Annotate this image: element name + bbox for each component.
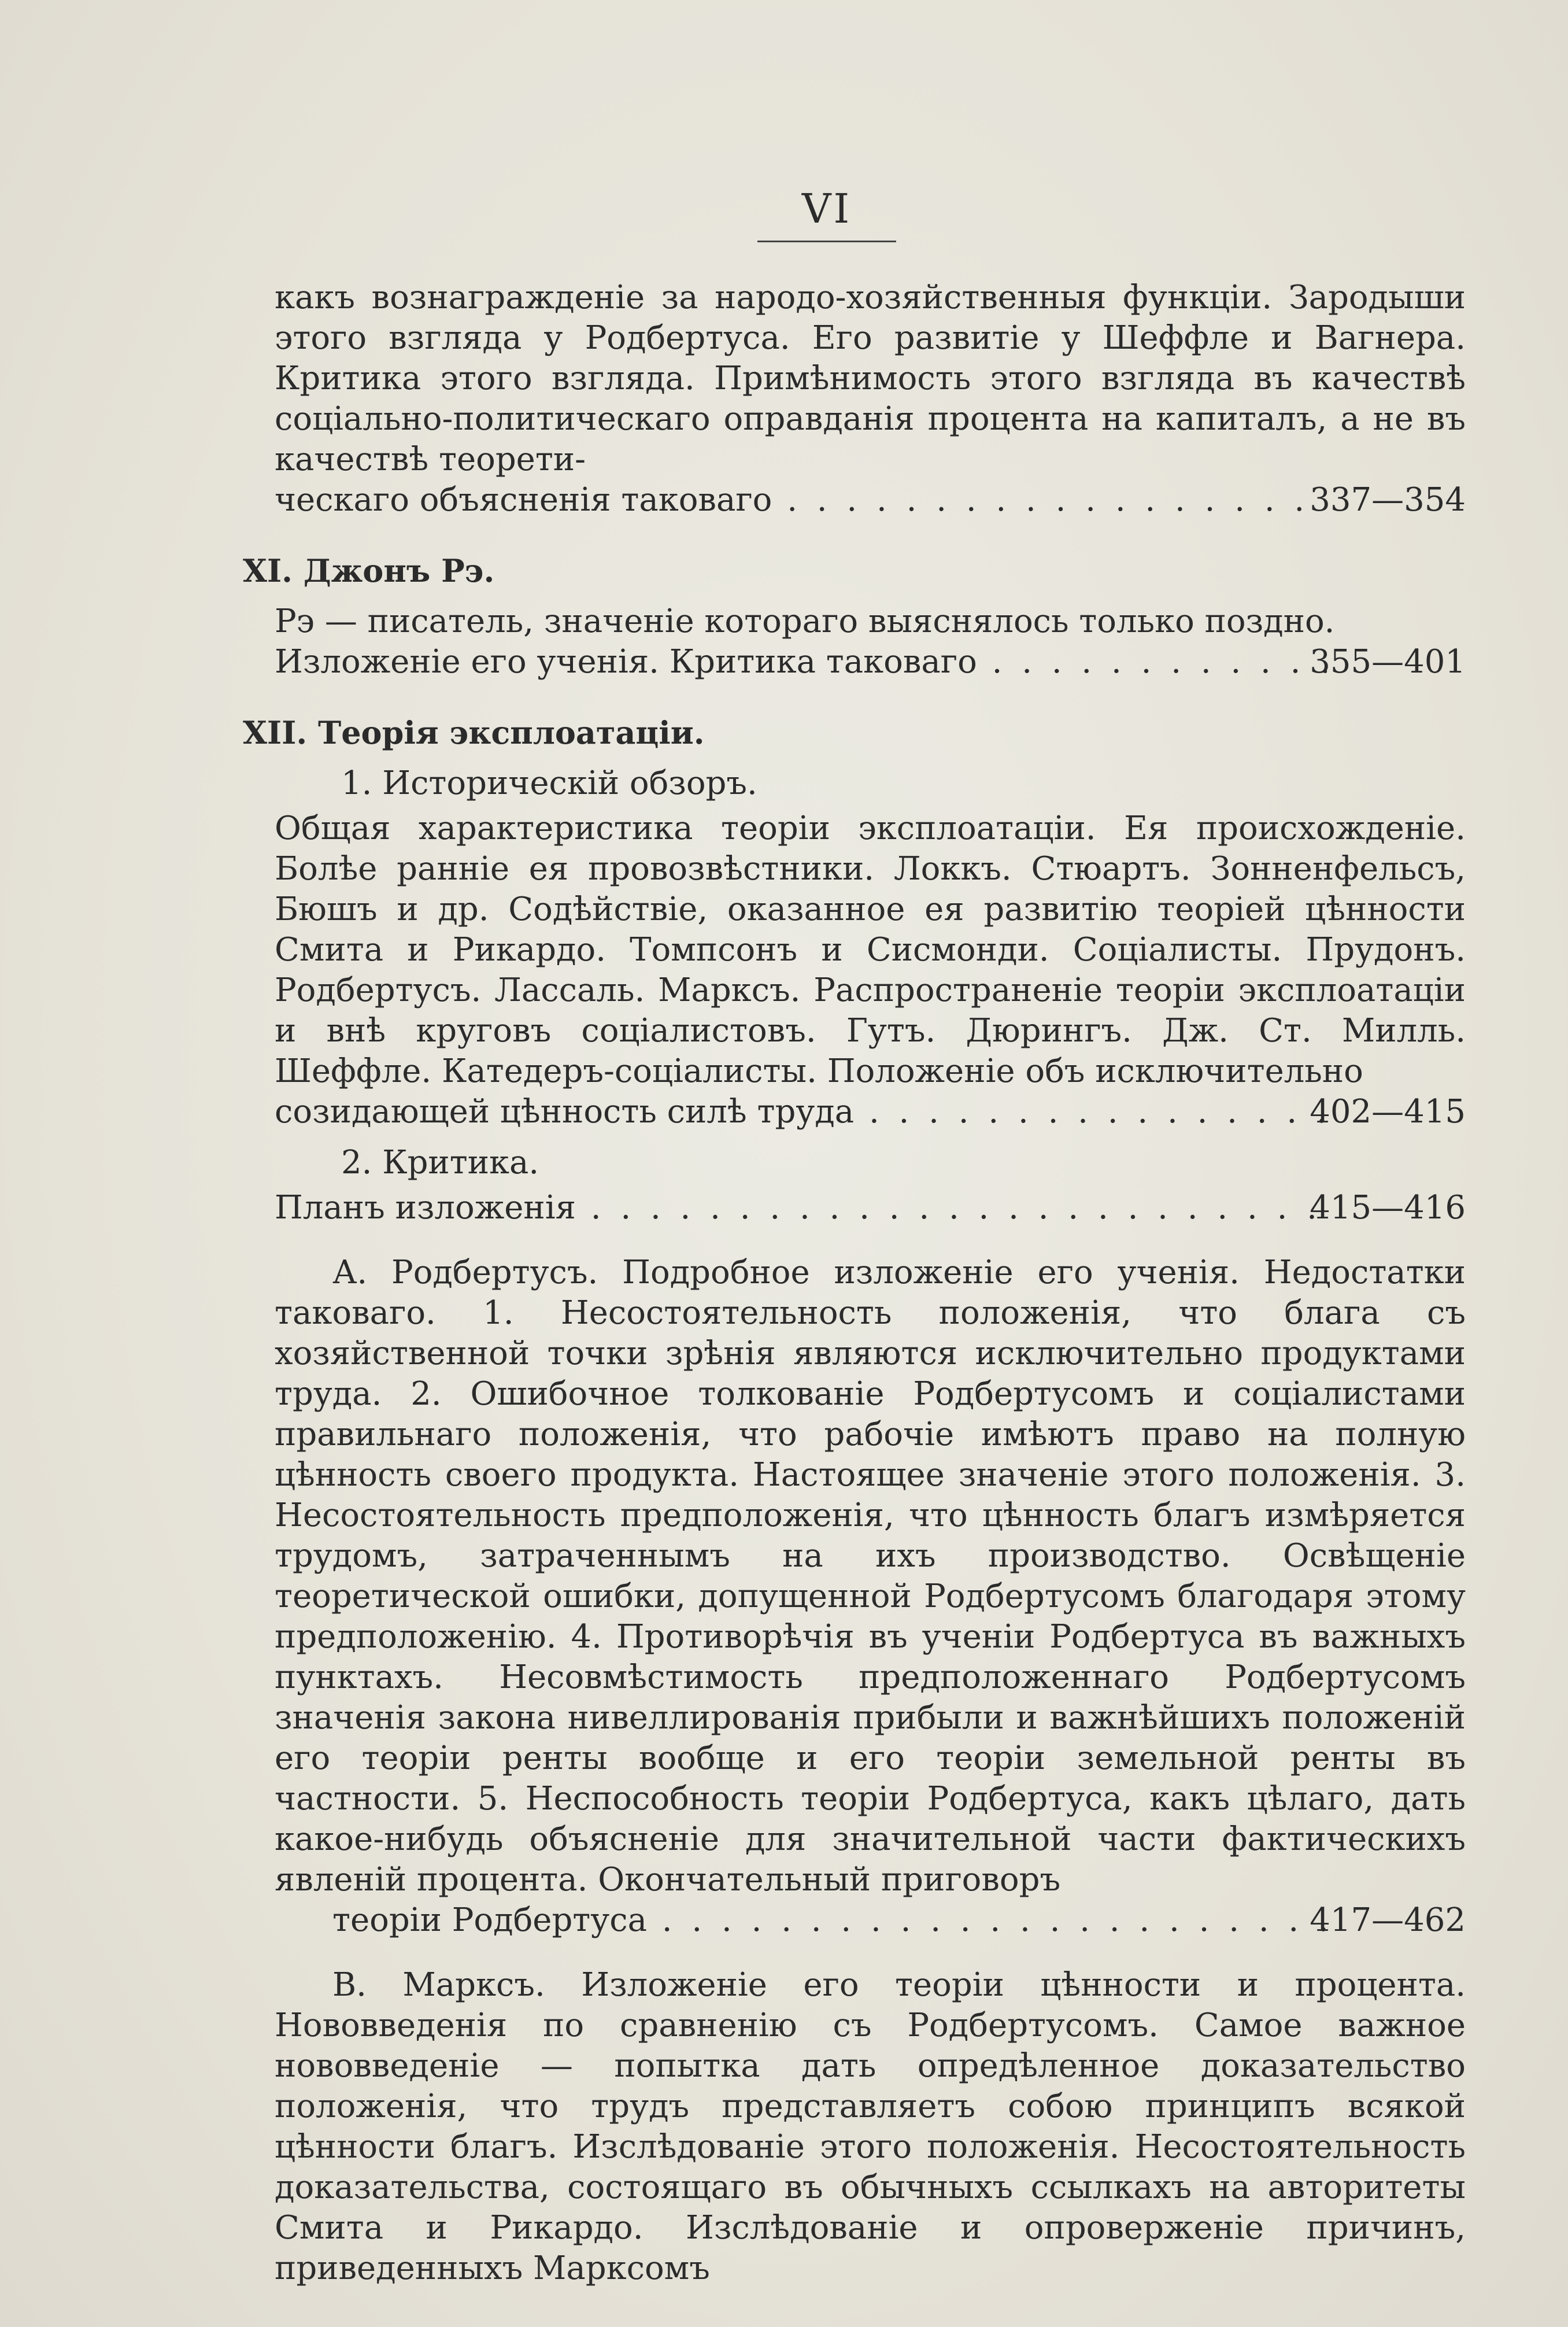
entry-pages: 415—416 xyxy=(1310,1189,1466,1227)
entry-pages: 337—354 xyxy=(1310,481,1466,519)
entry-pages: 417—462 xyxy=(1310,1901,1466,1939)
entry-description: какъ вознагражденіе за народо-хозяйственныя функціи. Зародыши этого взгляда у Родбертуса. Его развитіе у Шеффле и Вагнера. Критика этого взгляда. Примѣнимость этого взгляда въ качествѣ соціально-политическаго оправданія процента на капиталъ, а не въ качествѣ теорети- xyxy=(275,279,1466,478)
entry-description: А. Родбертусъ. Подробное изложеніе его ученія. Недостатки таковаго. 1. Несостоятельность положенія, что блага съ хозяйственной точки зрѣнія являются исключительно продуктами труда. 2. Ошибочное толкованіе Родбертусомъ и соціалистами правильнаго положенія, что рабочіе имѣютъ право на полную цѣнность своего продукта. Настоящее значеніе этого положенія. 3. Несостоятельность предположенія, что цѣнность благъ измѣряется трудомъ, затраченнымъ на ихъ производство. Освѣщеніе теоретической ошибки, допущенной Родбертусомъ благодаря этому предположенію. 4. Противорѣчія въ ученіи Родбертуса въ важныхъ пунктахъ. Несовмѣстимость предположеннаго Родбертусомъ значенія закона нивеллированія прибыли и важнѣйшихъ положеній его теоріи ренты вообще и его теоріи земельной ренты въ частности. 5. Неспособность теоріи Родбертуса, какъ цѣлаго, дать какое-нибудь объясненіе для значительной части фактическихъ явленій процента. Окончательный приговоръ xyxy=(275,1254,1466,1898)
spacer xyxy=(275,1228,1466,1253)
entry-text xyxy=(275,601,1466,682)
entry-text xyxy=(275,1253,1466,1941)
entry-last-line: Планъ изложенія . . . xyxy=(275,1188,1327,1228)
section-heading-critique: 2. Критика. xyxy=(341,1144,539,1181)
entry-description: Общая характеристика теоріи эксплоатаціи. Ея происхожденіе. Болѣе ранніе ея провозвѣстники. Локкъ. Стюартъ. Зонненфельсъ, Бюшъ и др. Содѣйствіе, оказанное ея развитію теоріей цѣнности Смита и Рикардо. Томпсонъ и Сисмонди. Соціалисты. Прудонъ. Родбертусъ. Лассаль. Марксъ. Распространеніе теоріи эксплоатаціи и внѣ круговъ соціалистовъ. Гутъ. Дюрингъ. Дж. Ст. Милль. Шеффле. Катедеръ-соціалисты. Положеніе объ исключительно xyxy=(275,810,1466,1090)
toc-entry-plan xyxy=(275,1188,1466,1228)
entry-text xyxy=(275,278,1466,520)
entry-last-line: теоріи Родбертуса . . . xyxy=(275,1900,1327,1941)
page-header xyxy=(752,185,902,242)
spacer xyxy=(275,1941,1466,1965)
header-rule xyxy=(757,241,896,242)
chapter-heading-xii: XII. Теорія эксплоатаціи. xyxy=(243,714,705,751)
entry-pages: 402—415 xyxy=(1310,1093,1466,1131)
entry-text xyxy=(275,808,1466,1132)
entry-description: Рэ — писатель, значеніе котораго выяснялось только поздно. xyxy=(275,603,1335,640)
section-heading-historical: 1. Историческій обзоръ. xyxy=(341,764,757,802)
entry-text xyxy=(275,1965,1466,2289)
toc-entry-historical xyxy=(275,808,1466,1132)
entry-pages: 355—401 xyxy=(1310,643,1466,681)
page-number: VI xyxy=(801,185,852,232)
toc-entry-rodbertus xyxy=(275,1253,1466,1941)
table-of-contents xyxy=(243,278,1466,2289)
chapter-heading-xi: XI. Джонъ Рэ. xyxy=(243,552,495,589)
entry-last-line: созидающей цѣнность силѣ труда . . . xyxy=(275,1092,1327,1132)
entry-last-line: Изложеніе его ученія. Критика таковаго . . . xyxy=(275,642,1327,682)
entry-text xyxy=(275,1188,1466,1228)
toc-entry-x-continued xyxy=(275,278,1466,520)
entry-description: В. Марксъ. Изложеніе его теоріи цѣнности и процента. Нововведенія по сравненію съ Родбертусомъ. Самое важное нововведеніе — попытка дать опредѣленное доказательство положенія, что трудъ представляетъ собою принципъ всякой цѣнности благъ. Изслѣдованіе этого положенія. Несостоятельность доказательства, состоящаго въ обычныхъ ссылкахъ на авторитеты Смита и Рикардо. Изслѣдованіе и опроверженіе причинъ, приведенныхъ Марксомъ xyxy=(275,1966,1466,2287)
toc-entry-marx xyxy=(275,1965,1466,2289)
entry-last-line: ческаго объясненія таковаго . . . xyxy=(275,480,1327,520)
toc-entry-xi xyxy=(275,601,1466,682)
